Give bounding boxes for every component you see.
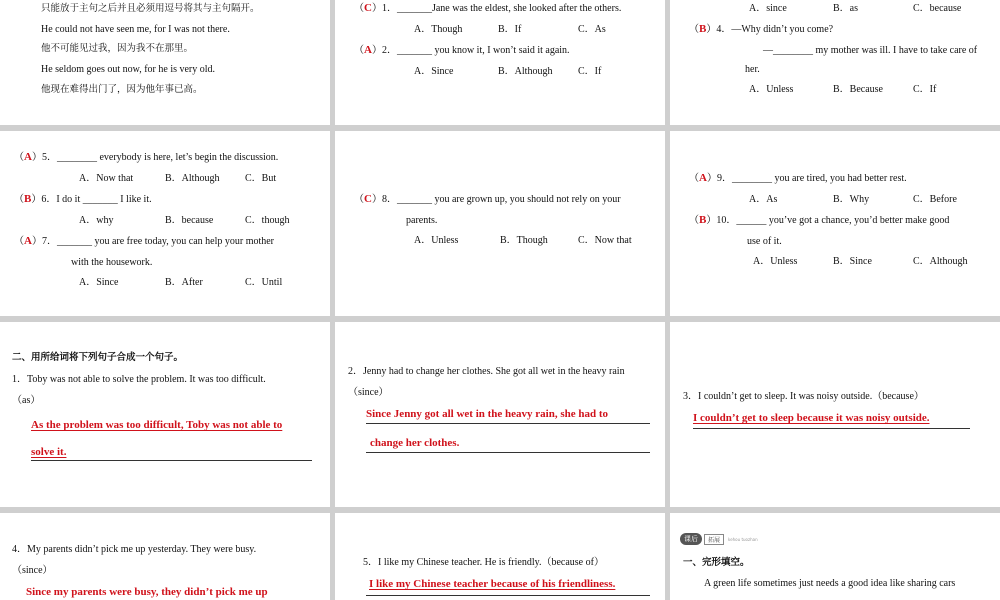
answer-line <box>693 428 970 429</box>
option-b: B．because <box>165 215 214 226</box>
answer-line <box>366 452 650 453</box>
banner-subtitle: kehou tuozhan <box>728 536 758 542</box>
option-a: A．why <box>79 215 114 226</box>
panel-questions-5-7 <box>0 131 330 316</box>
option-b: B．After <box>165 277 203 288</box>
combine-question-1: 1．Toby was not able to solve the problem. It was too difficult. <box>12 374 266 385</box>
question-9: （A）9．________ you are tired, you had better rest. <box>689 172 907 184</box>
option-a: A．Since <box>79 277 119 288</box>
panel-grammar-notes <box>0 0 330 125</box>
question-4-line: her. <box>745 64 760 75</box>
option-c: C．If <box>578 66 602 77</box>
combine-question-3: 3．I couldn’t get to sleep. It was noisy outside.（because） <box>683 391 924 402</box>
option-b: B．Although <box>165 173 220 184</box>
option-b: B．Because <box>833 84 883 95</box>
option-a: A．Though <box>414 24 463 35</box>
option-a: A．Now that <box>79 173 134 184</box>
panel-questions-3-4 <box>670 0 1000 125</box>
combine-hint: （since） <box>12 565 53 576</box>
question-10-line: use of it. <box>747 236 782 247</box>
combine-answer: As the problem was too difficult, Toby was not able to <box>31 419 283 431</box>
example-zh: 他不可能见过我，因为我不在那里。 <box>41 43 194 54</box>
question-2: （A）2．_______ you know it, I won’t said it again. <box>354 44 570 56</box>
passage-text: A green life sometimes just needs a good idea like sharing cars <box>704 578 956 589</box>
panel-combine-2 <box>335 322 665 507</box>
combine-answer: I like my Chinese teacher because of his friendliness. <box>369 578 616 590</box>
question-7-line: with the housework. <box>71 257 153 268</box>
combine-answer: Since Jenny got all wet in the heavy rain, she had to <box>366 408 609 420</box>
answer-mark: C <box>364 2 372 14</box>
note-text: 只能放于主句之后并且必须用逗号将其与主句隔开。 <box>41 3 260 14</box>
answer-mark: B <box>699 214 707 226</box>
option-c: C．Although <box>913 256 968 267</box>
question-5: （A）5．________ everybody is here, let’s begin the discussion. <box>14 151 279 163</box>
answer-mark: C <box>364 193 372 205</box>
panel-question-8 <box>335 131 665 316</box>
option-c: C．As <box>578 24 606 35</box>
section-banner <box>680 533 758 545</box>
panel-questions-9-10 <box>670 131 1000 316</box>
panel-questions-1-2 <box>335 0 665 125</box>
answer-mark: A <box>24 235 32 247</box>
question-10: （B）10．______ you’ve got a chance, you’d better make good <box>689 214 950 226</box>
answer-mark: A <box>24 151 32 163</box>
panel-combine-1 <box>0 322 330 507</box>
option-b: B．Though <box>500 235 548 246</box>
answer-mark: A <box>699 172 707 184</box>
answer-mark: A <box>364 44 372 56</box>
answer-mark: B <box>699 23 707 35</box>
option-a: A．since <box>749 3 787 14</box>
question-4-line: —________ my mother was ill. I have to take care of <box>763 45 978 56</box>
combine-question-5: 5．I like my Chinese teacher. He is friendly.（because of） <box>363 557 604 568</box>
combine-answer: Since my parents were busy, they didn’t pick me up <box>26 586 268 598</box>
combine-question-4: 4．My parents didn’t pick me up yesterday. They were busy. <box>12 544 257 555</box>
option-c: C．Until <box>245 277 283 288</box>
question-7: （A）7．_______ you are free today, you can help your mother <box>14 235 275 247</box>
combine-question-2: 2．Jenny had to change her clothes. She got all wet in the heavy rain <box>348 366 625 377</box>
answer-line <box>366 595 650 596</box>
option-b: B．Since <box>833 256 872 267</box>
option-b: B．Although <box>498 66 553 77</box>
option-c: C．because <box>913 3 962 14</box>
question-6: （B）6．I do it _______ I like it. <box>14 193 152 205</box>
option-b: B．as <box>833 3 858 14</box>
section-heading: 二、用所给词将下列句子合成一个句子。 <box>12 352 184 363</box>
example-en: He seldom goes out now, for he is very old. <box>41 64 216 75</box>
panel-combine-3 <box>670 322 1000 507</box>
option-b: B．Why <box>833 194 870 205</box>
banner-box: 拓展 <box>704 534 724 545</box>
question-4: （B）4．—Why didn’t you come? <box>689 23 834 35</box>
answer-line <box>31 460 312 461</box>
option-a: A．Since <box>414 66 454 77</box>
combine-answer: solve it. <box>31 446 67 458</box>
option-c: C．If <box>913 84 937 95</box>
example-en: He could not have seen me, for I was not there. <box>41 24 230 35</box>
example-zh: 他现在难得出门了，因为他年事已高。 <box>41 84 203 95</box>
question-1: （C）1．_______Jane was the eldest, she looked after the others. <box>354 2 622 14</box>
option-a: A．Unless <box>414 235 459 246</box>
option-c: C．Now that <box>578 235 632 246</box>
question-8: （C）8．_______ you are grown up, you should not rely on your <box>354 193 621 205</box>
option-a: A．As <box>749 194 778 205</box>
option-a: A．Unless <box>753 256 798 267</box>
panel-extension <box>670 513 1000 600</box>
option-b: B．If <box>498 24 522 35</box>
section-heading: 一、完形填空。 <box>683 557 750 568</box>
question-8-line: parents. <box>406 215 438 226</box>
answer-line <box>366 423 650 424</box>
option-c: C．But <box>245 173 277 184</box>
combine-hint: （as） <box>12 395 41 406</box>
panel-combine-5 <box>335 513 665 600</box>
option-a: A．Unless <box>749 84 794 95</box>
combine-hint: （since） <box>348 387 389 398</box>
combine-answer: change her clothes. <box>370 437 460 449</box>
answer-mark: B <box>24 193 32 205</box>
option-c: C．though <box>245 215 290 226</box>
combine-answer: I couldn’t get to sleep because it was noisy outside. <box>693 412 930 424</box>
banner-badge: 课后 <box>680 533 702 545</box>
panel-combine-4 <box>0 513 330 600</box>
option-c: C．Before <box>913 194 957 205</box>
